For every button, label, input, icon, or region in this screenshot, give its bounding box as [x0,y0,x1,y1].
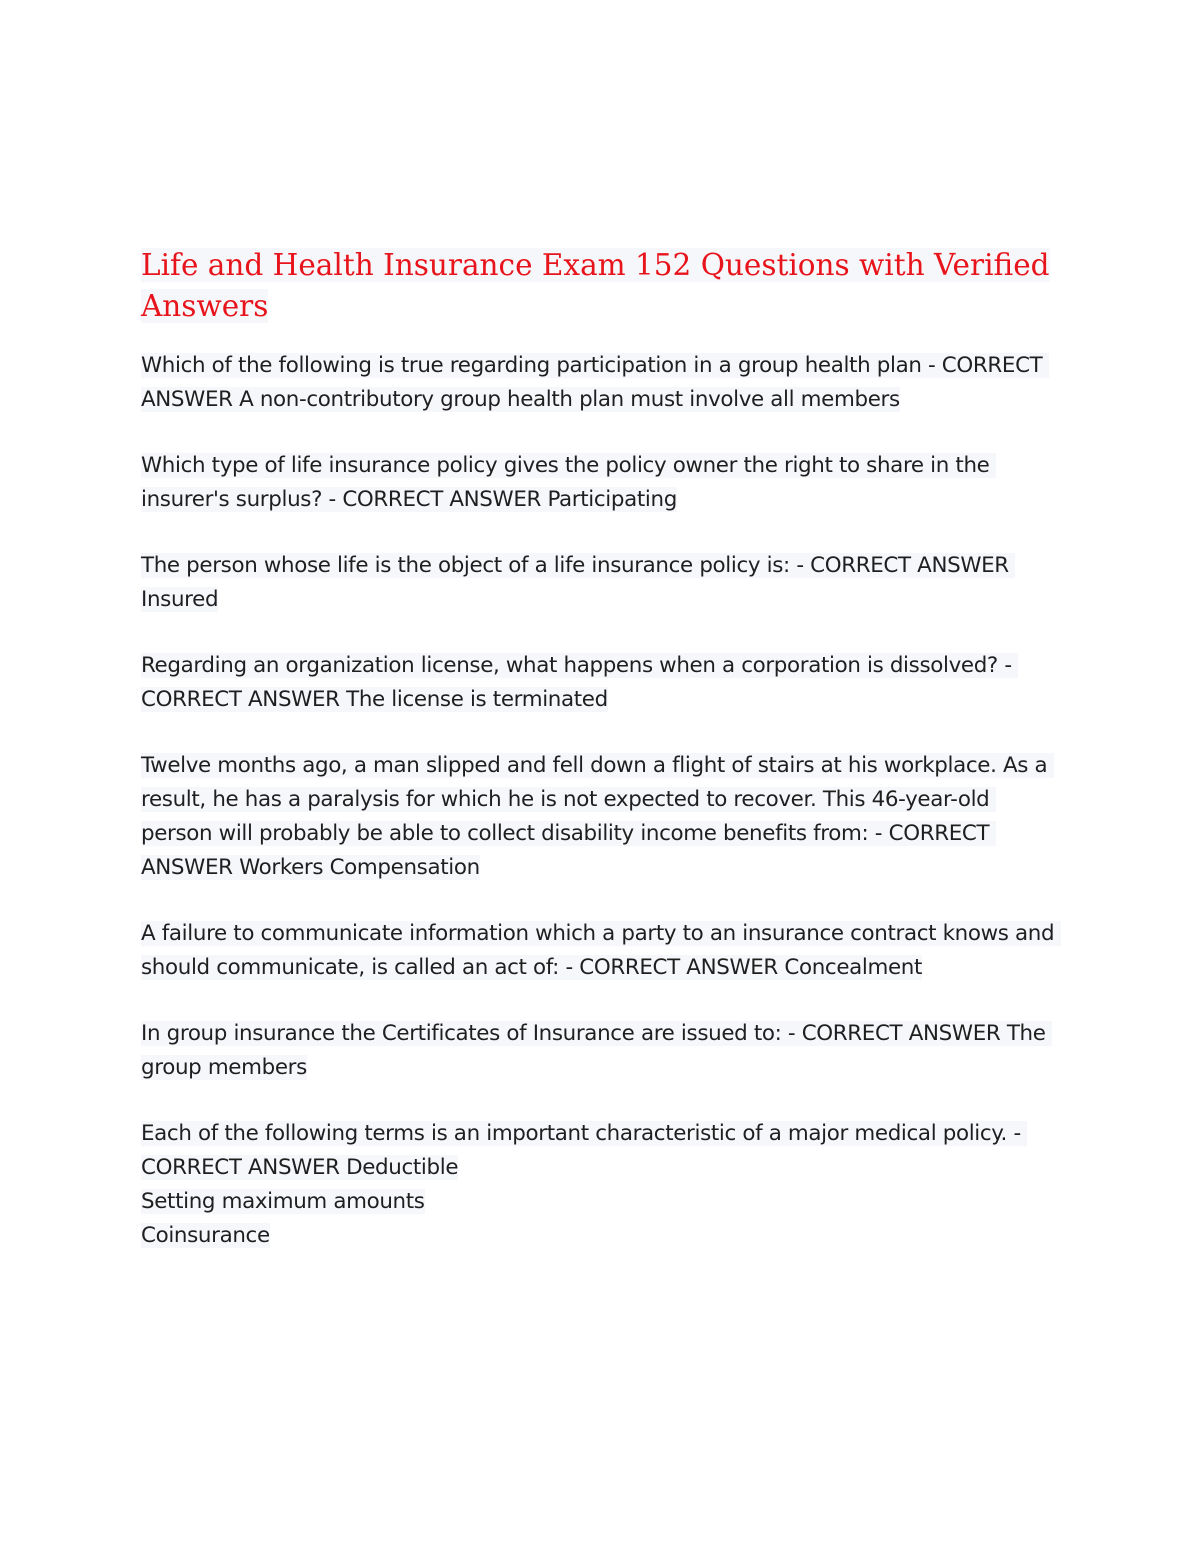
qa-entry-5 [141,749,1066,885]
qa-entry-1 [141,349,1066,417]
qa-entry-3 [141,549,1066,617]
qa-entry-text: A failure to communicate information which a party to an insurance contract knows and should communicate, is called an act of: - CORRECT ANSWER Concealment [141,921,1061,980]
qa-entry-2 [141,449,1066,517]
qa-entry-7 [141,1017,1066,1085]
qa-entry-text: Which type of life insurance policy gives the policy owner the right to share in the insurer's surplus? - CORRECT ANSWER Participating [141,453,996,512]
qa-entry-8 [141,1117,1066,1253]
qa-entry-text: In group insurance the Certificates of Insurance are issued to: - CORRECT ANSWER The group members [141,1021,1053,1080]
qa-entry-text: Each of the following terms is an important characteristic of a major medical policy. - CORRECT ANSWER Deductible Setting maximum amounts Coinsurance [141,1121,1027,1248]
qa-entry-text: The person whose life is the object of a life insurance policy is: - CORRECT ANSWER Insured [141,553,1016,612]
document-title [141,245,1066,327]
qa-entry-6 [141,917,1066,985]
qa-entry-4 [141,649,1066,717]
qa-entry-text: Twelve months ago, a man slipped and fell down a flight of stairs at his workplace. As a result, he has a paralysis for which he is not expected to recover. This 46-year-old person will probably be able to collect disability income benefits from: - CORRECT ANSWER Workers Compensation [141,753,1054,880]
qa-entry-text: Which of the following is true regarding participation in a group health plan - CORRECT ANSWER A non-contributory group health plan must involve all members [141,353,1049,412]
document-content [141,245,1066,1285]
qa-entry-text: Regarding an organization license, what happens when a corporation is dissolved? - CORRECT ANSWER The license is terminated [141,653,1019,712]
document-title-text: Life and Health Insurance Exam 152 Questions with Verified Answers [141,248,1050,323]
